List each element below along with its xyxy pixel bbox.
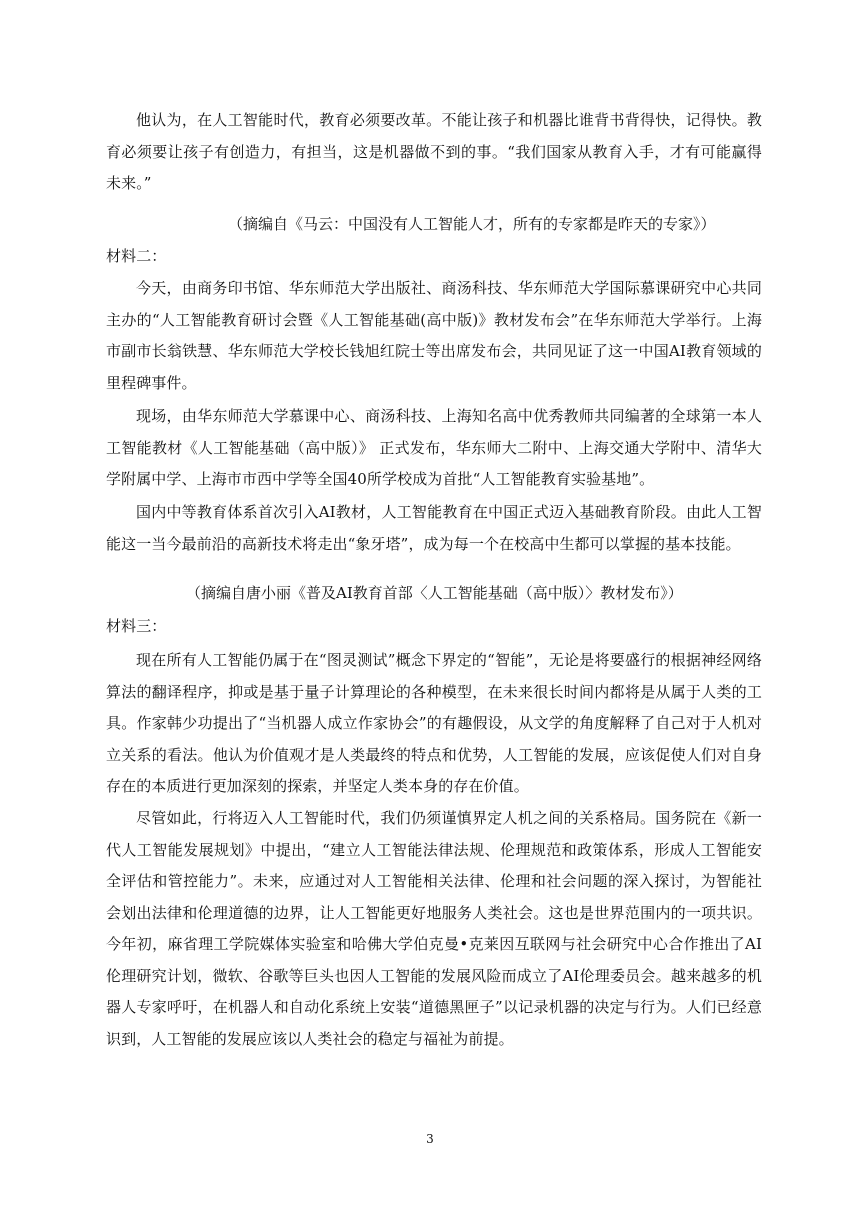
paragraph-textbook-launch: 今天，由商务印书馆、华东师范大学出版社、商汤科技、华东师范大学国际慕课研究中心共同主办的“人工智能教育研讨会暨《人工智能基础(高中版)》教材发布会”在华东师范大学举行。上海市副市长翁铁慧、华东师范大学校长钱旭红院士等出席发布会，共同见证了这一中国AI教育领域的里程碑事件。 <box>106 279 762 392</box>
material-three-heading: 材料三： <box>106 617 167 635</box>
paragraph-experimental-bases: 现场，由华东师范大学慕课中心、商汤科技、上海知名高中优秀教师共同编著的全球第一本人工智能教材《人工智能基础（高中版）》 正式发布，华东师大二附中、上海交通大学附中、清华大学附属中学、上海市市西中学等全国40所学校成为首批“人工智能教育实验基地”。 <box>106 407 762 488</box>
source-citation-2: （摘编自唐小丽《普及AI教育首部〈人工智能基础（高中版）〉教材发布》） <box>186 584 683 602</box>
paragraph-education-reform: 他认为，在人工智能时代，教育必须要改革。不能让孩子和机器比谁背书背得快，记得快。教育必须要让孩子有创造力，有担当，这是机器做不到的事。“我们国家从教育入手，才有可能赢得未来。” <box>106 111 762 192</box>
page-number: 3 <box>426 1132 434 1146</box>
source-citation-1: （摘编自《马云：中国没有人工智能人才，所有的专家都是昨天的专家》） <box>228 215 716 233</box>
paragraph-turing-test: 现在所有人工智能仍属于在“图灵测试”概念下界定的“智能”，无论是将要盛行的根据神经网络算法的翻译程序，抑或是基于量子计算理论的各种模型，在未来很长时间内都将是从属于人类的工具。作家韩少功提出了“当机器人成立作家协会”的有趣假设，从文学的角度解释了自己对于人机对立关系的看法。他认为价值观才是人类最终的特点和优势，人工智能的发展，应该促使人们对自身存在的本质进行更加深刻的探索，并坚定人类本身的存在价值。 <box>106 651 762 795</box>
material-two-heading: 材料二： <box>106 247 167 265</box>
paragraph-ai-ethics: 尽管如此，行将迈入人工智能时代，我们仍须谨慎界定人机之间的关系格局。国务院在《新一代人工智能发展规划》中提出，“建立人工智能法律法规、伦理规范和政策体系，形成人工智能安全评估和管控能力”。未来，应通过对人工智能相关法律、伦理和社会问题的深入探讨，为智能社会划出法律和伦理道德的边界，让人工智能更好地服务人类社会。这也是世界范围内的一项共识。今年初，麻省理工学院媒体实验室和哈佛大学伯克曼•克莱因互联网与社会研究中心合作推出了AI伦理研究计划，微软、谷歌等巨头也因人工智能的发展风险而成立了AI伦理委员会。越来越多的机器人专家呼吁，在机器人和自动化系统上安装“道德黑匣子”以记录机器的决定与行为。人们已经意识到，人工智能的发展应该以人类社会的稳定与福祉为前提。 <box>106 809 762 1048</box>
paragraph-secondary-education: 国内中等教育体系首次引入AI教材，人工智能教育在中国正式迈入基础教育阶段。由此人工智能这一当今最前沿的高新技术将走出“象牙塔”，成为每一个在校高中生都可以掌握的基本技能。 <box>106 503 762 553</box>
